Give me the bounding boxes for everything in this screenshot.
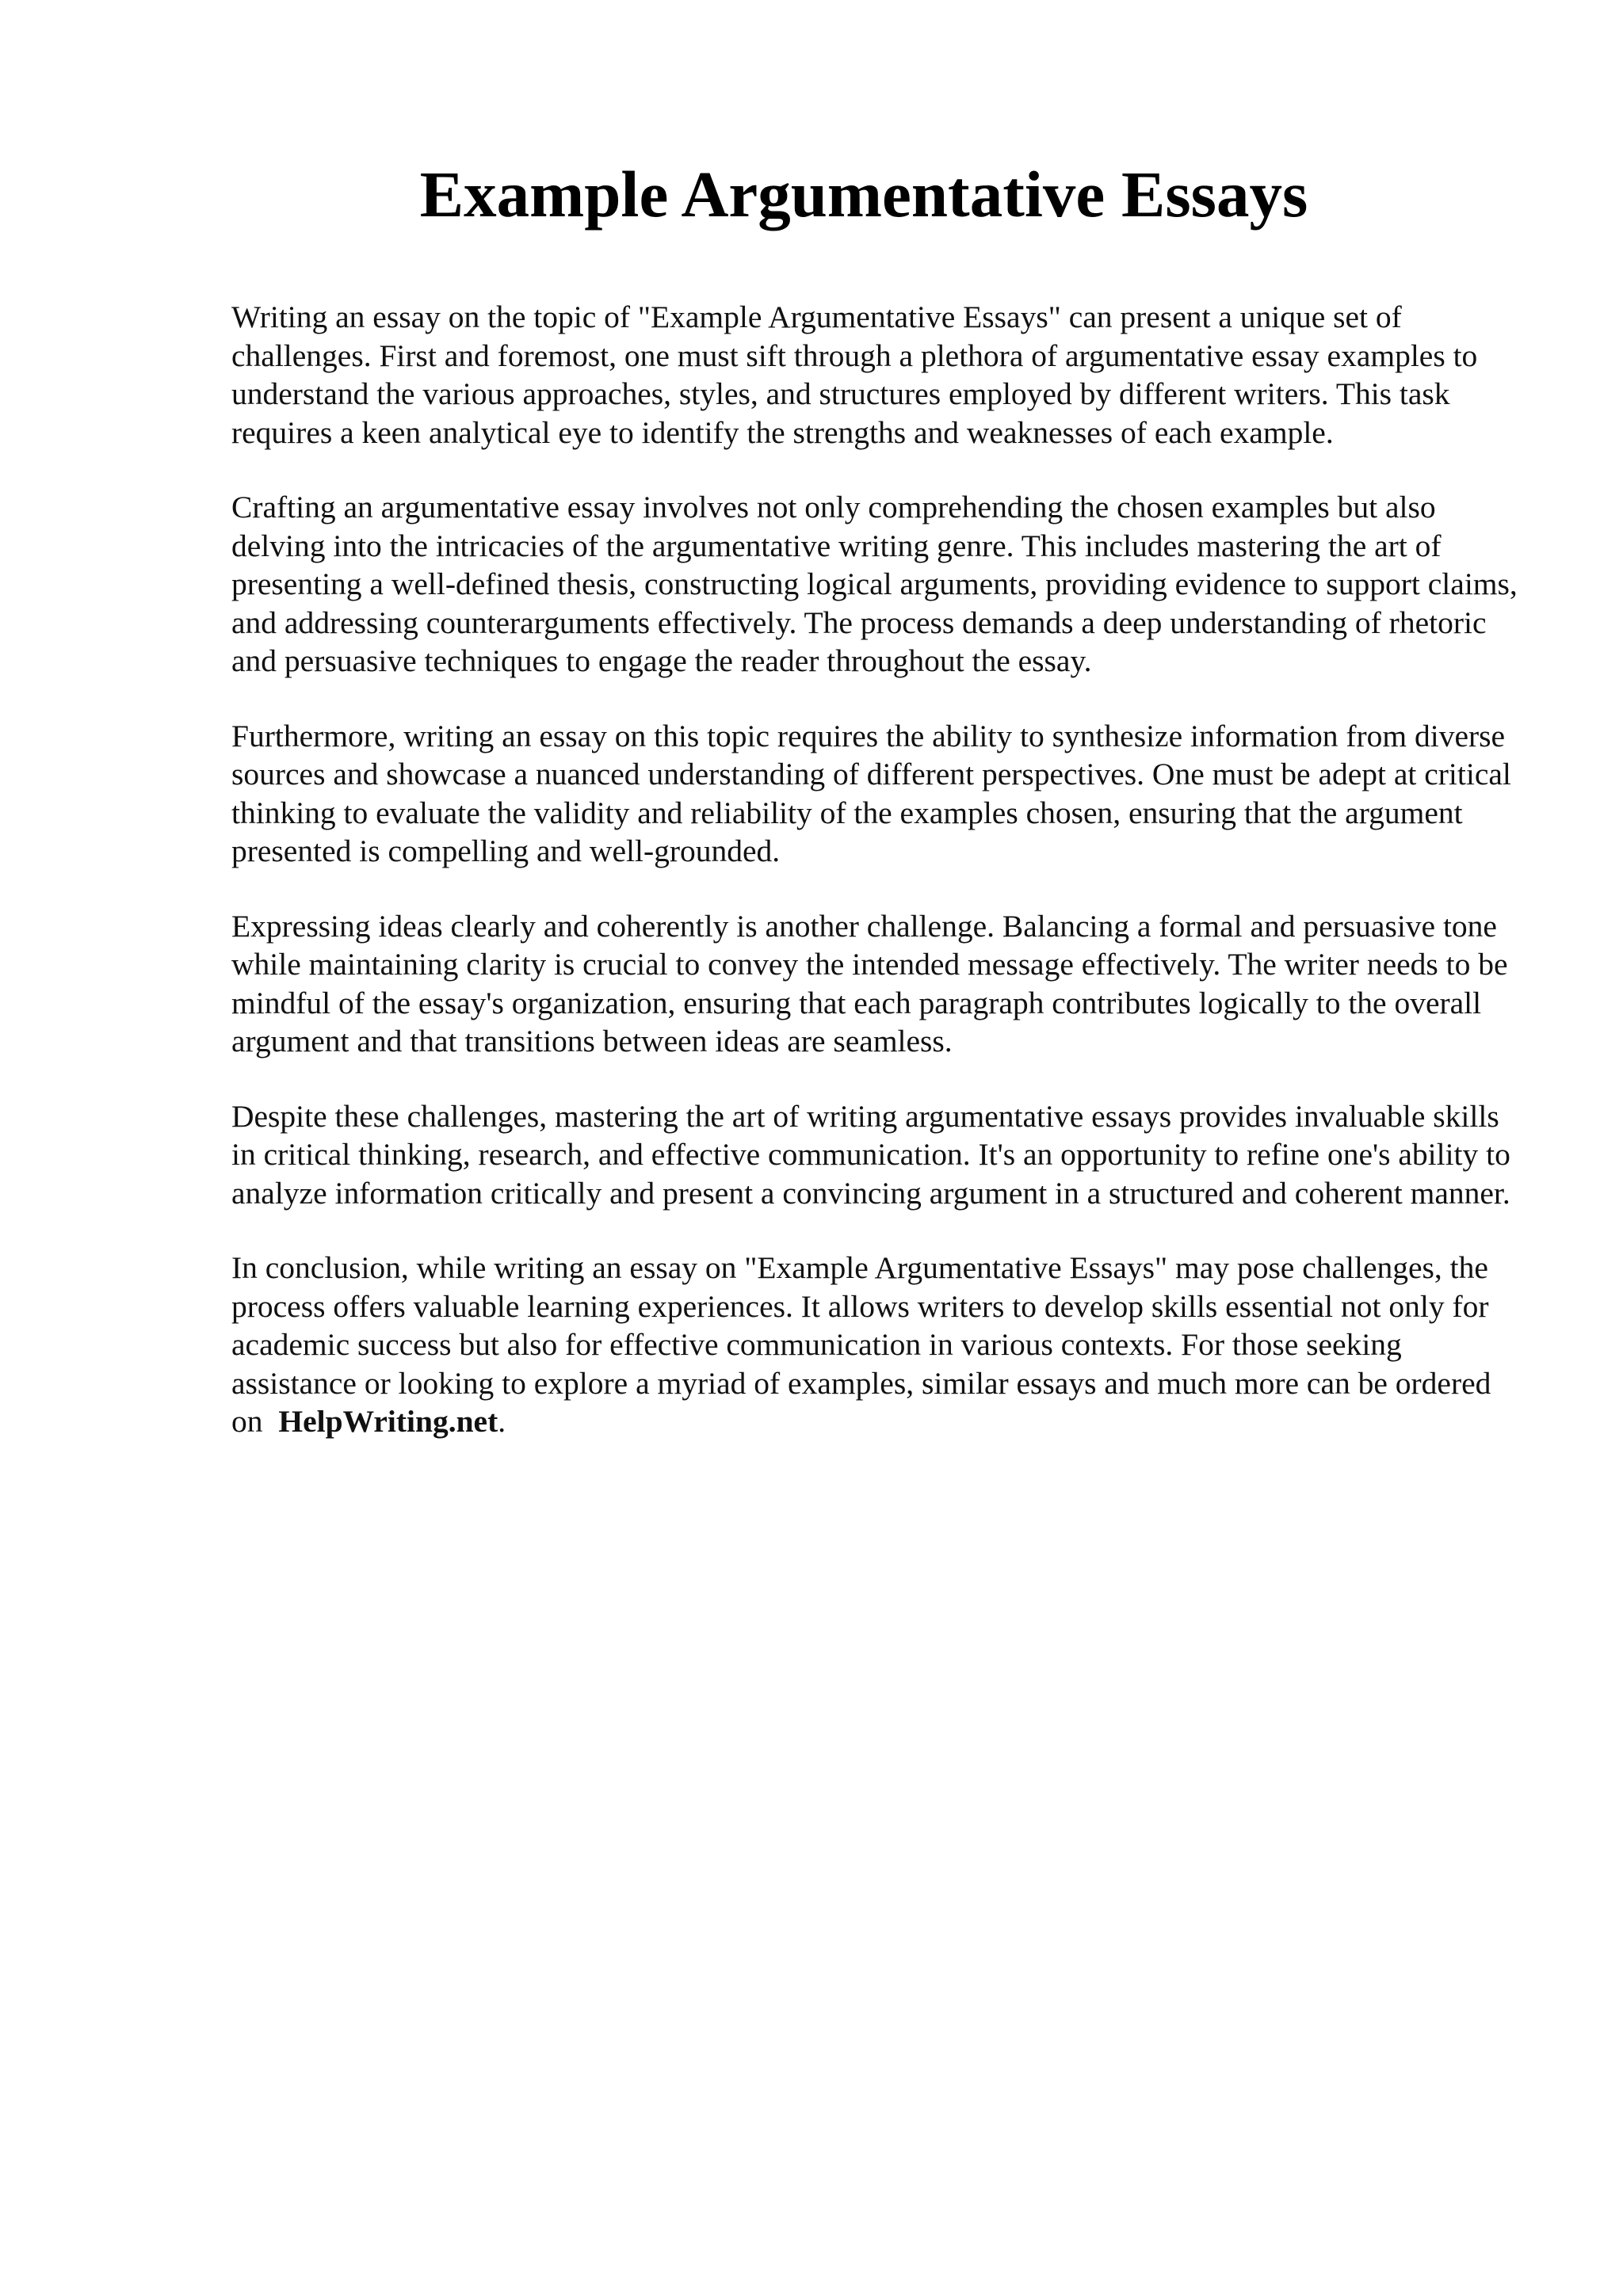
paragraph-5: Despite these challenges, mastering the art of writing argumentative essays provides invaluable skills in critical thinking, research, and effective communication. It's an opportunity to refine one's ability to analyze information critically and present a convincing argument in a structured and coherent manner. — [231, 1098, 1510, 1211]
conclusion-text: In conclusion, while writing an essay on "Example Argumentative Essays" may pose challenges, the process offers valuable learning experiences. It allows writers to develop skills essential not only for academic success but also for effective communication in various contexts. For those seeking assistance or looking to explore a myriad of examples, similar essays and much more can be ordered on — [231, 1250, 1491, 1439]
paragraph-4: Expressing ideas clearly and coherently is another challenge. Balancing a formal and persuasive tone while maintaining clarity is crucial to convey the intended message effectively. The writer needs to be mindful of the essay's organization, ensuring that each paragraph contributes logically to the overall argument and that transitions between ideas are seamless. — [231, 908, 1508, 1058]
page-title: Example Argumentative Essays — [419, 158, 1308, 231]
conclusion-period: . — [498, 1404, 506, 1439]
paragraph-1: Writing an essay on the topic of "Example Argumentative Essays" can present a unique set of challenges. First and foremost, one must sift through a plethora of argumentative essay examples to understand the various approaches, styles, and structures employed by different writers. This task requires a keen analytical eye to identify the strengths and weaknesses of each example. — [231, 299, 1478, 450]
essay-body — [231, 298, 1525, 1478]
paragraph-3: Furthermore, writing an essay on this topic requires the ability to synthesize information from diverse sources and showcase a nuanced understanding of different perspectives. One must be adept at critical thinking to evaluate the validity and reliability of the examples chosen, ensuring that the argument presented is compelling and well-grounded. — [231, 718, 1511, 868]
brand-link[interactable]: HelpWriting.net — [278, 1404, 498, 1439]
paragraph-conclusion — [231, 1249, 1525, 1441]
paragraph-2: Crafting an argumentative essay involves not only comprehending the chosen examples but also delving into the intricacies of the argumentative writing genre. This includes mastering the art of presenting a well-defined thesis, constructing logical arguments, providing evidence to support claims, and addressing counterarguments effectively. The process demands a deep understanding of rhetoric and persuasive techniques to engage the reader throughout the essay. — [231, 490, 1518, 678]
